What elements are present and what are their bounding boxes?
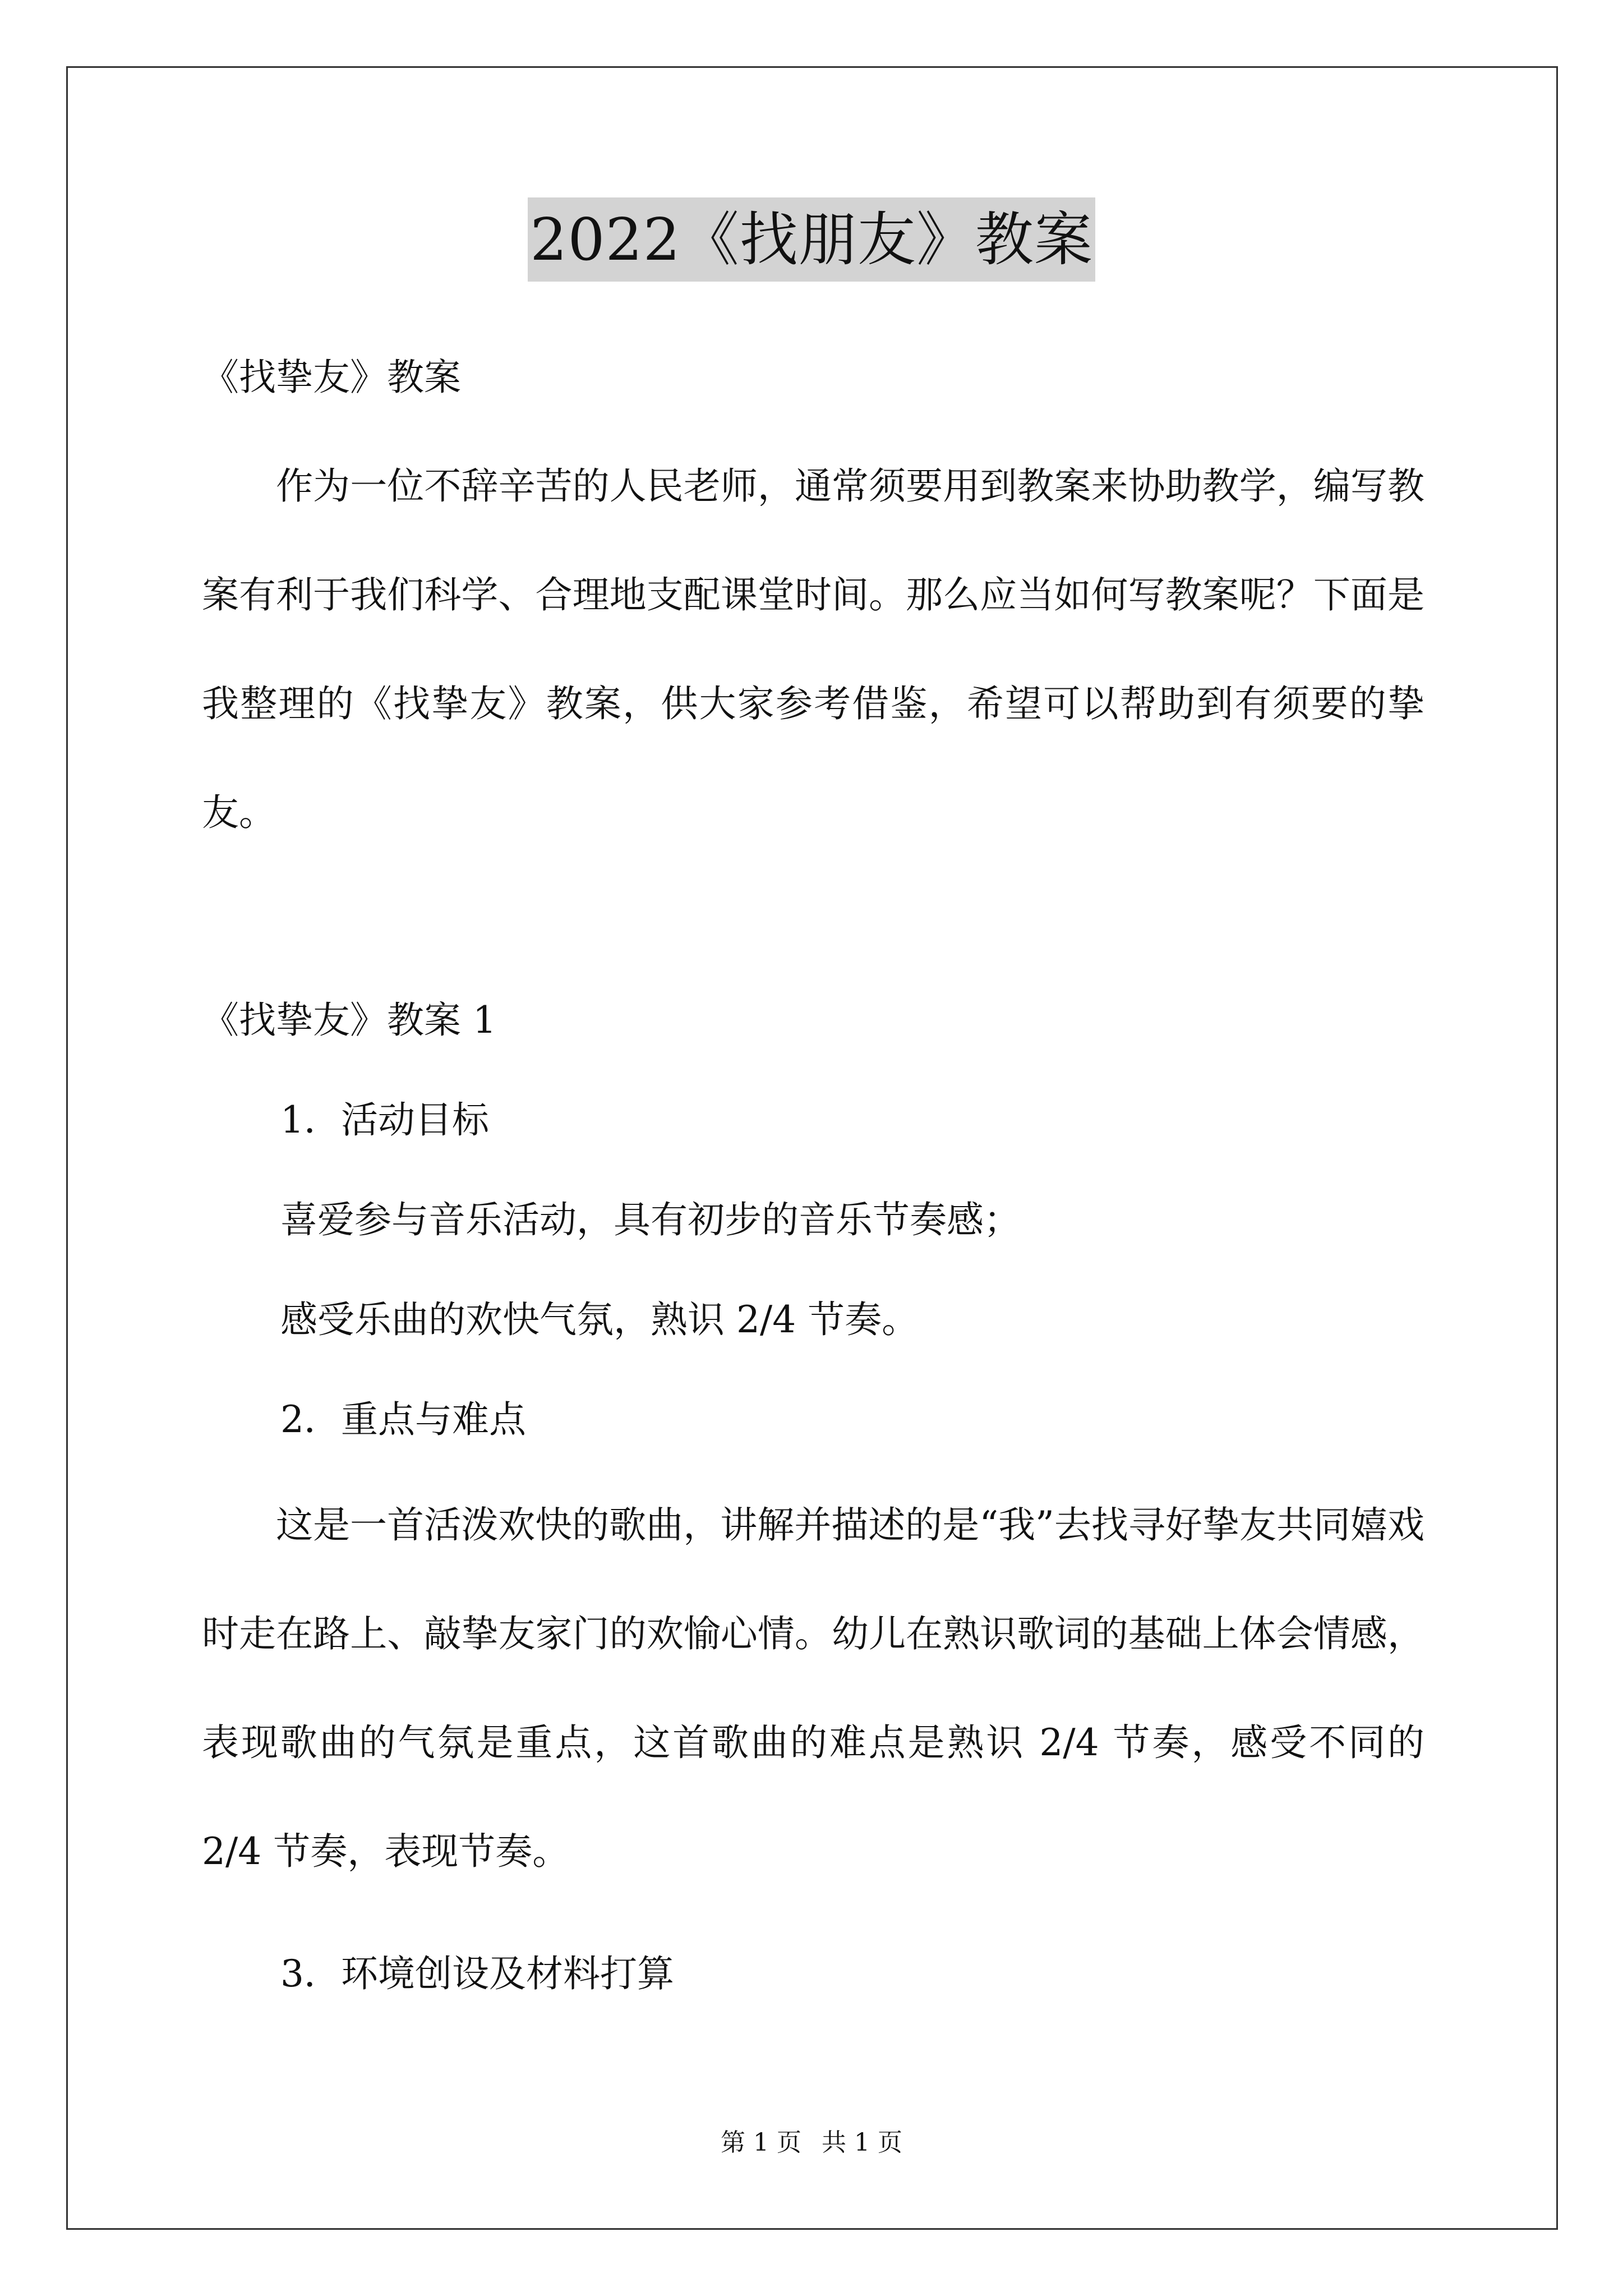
heading-environment: 3．环境创设及材料打算	[280, 1952, 674, 1995]
document-subtitle: 《找挚友》教案	[202, 356, 461, 399]
key-points-paragraph: 这是一首活泼欢快的歌曲，讲解并描述的是“我”去找寻好挚友共同嬉戏时走在路上、敲挚友家门的欢愉心情。幼儿在熟识歌词的基础上体会情感，表现歌曲的气氛是重点，这首歌曲的难点是熟识 2/4 节奏，感受不同的 2/4 节奏，表现节奏。	[202, 1503, 1424, 1873]
goal-line-2: 感受乐曲的欢快气氛，熟识 2/4 节奏。	[280, 1298, 919, 1341]
section-heading: 《找挚友》教案 1	[202, 999, 496, 1042]
heading-key-points: 2．重点与难点	[280, 1398, 526, 1441]
title-container	[0, 197, 1623, 282]
intro-paragraph: 作为一位不辞辛苦的人民老师，通常须要用到教案来协助教学，编写教案有利于我们科学、合理地支配课堂时间。那么应当如何写教案呢？下面是我整理的《找挚友》教案，供大家参考借鉴，希望可以帮助到有须要的挚友。	[202, 464, 1424, 834]
page-number-total: 共 1 页	[822, 2128, 902, 2157]
page-footer	[0, 2126, 1623, 2160]
heading-activity-goals: 1．活动目标	[280, 1098, 489, 1142]
document-title: 2022《找朋友》教案	[528, 197, 1095, 282]
page-number-current: 第 1 页	[721, 2128, 801, 2157]
goal-line-1: 喜爱参与音乐活动，具有初步的音乐节奏感；	[280, 1198, 1021, 1241]
